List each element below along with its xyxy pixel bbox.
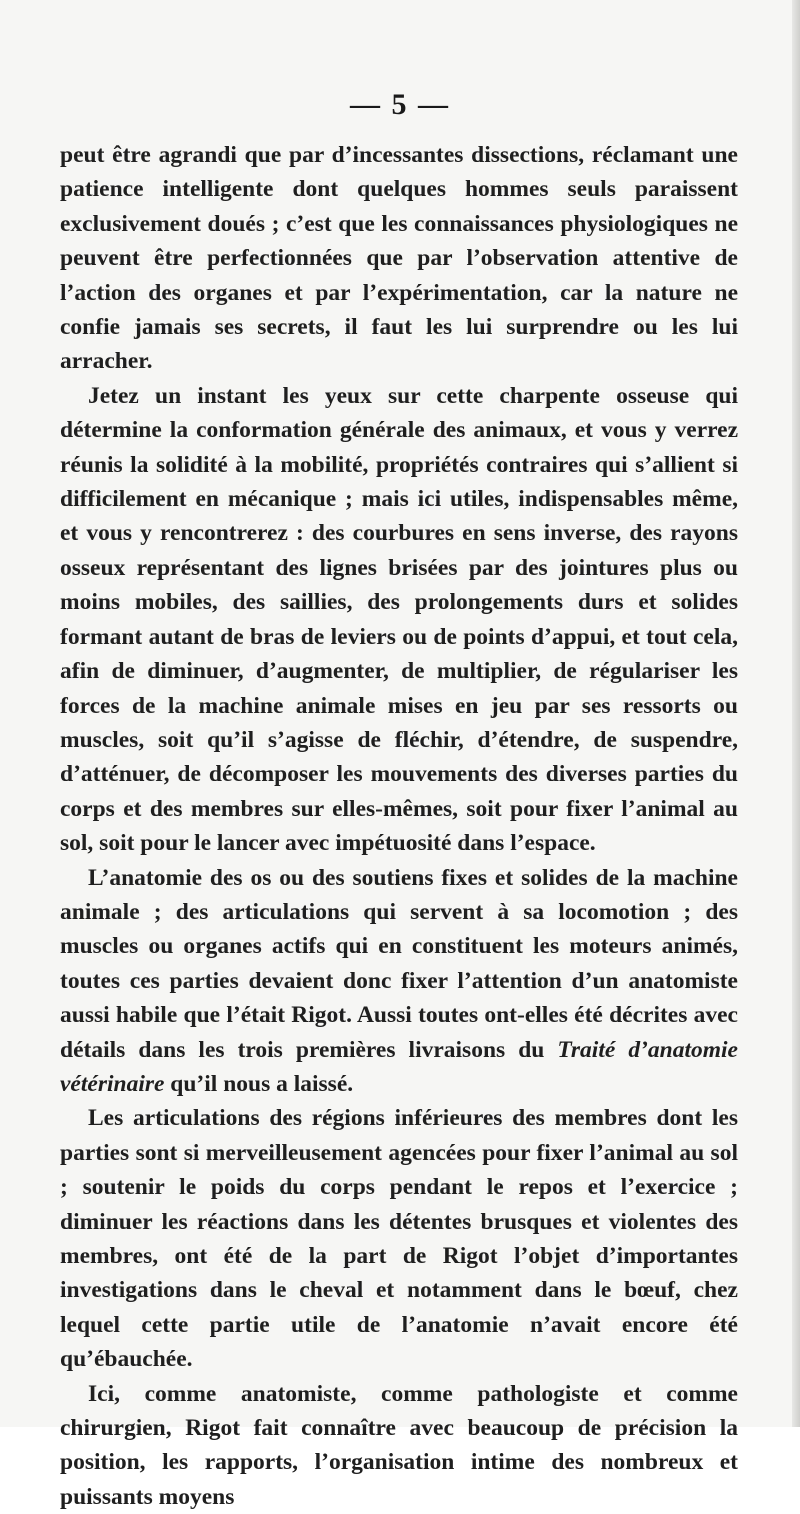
- paragraph-4: Les articulations des régions inférieures des membres dont les parties sont si merveilleusement agencées pour fixer l’animal au sol ; soutenir le poids du corps pendant le repos et l’exercice ; diminuer les réactions dans les détentes brusques et violentes des membres, ont été de la part de Rigot l’objet d’importantes investigations dans le cheval et notamment dans le bœuf, chez lequel cette partie utile de l’anatomie n’avait encore été qu’ébauchée.: [60, 1105, 738, 1373]
- paragraph-1: peut être agrandi que par d’incessantes dissections, réclamant une patience intelligente dont quelques hommes seuls paraissent exclusivement doués ; c’est que les connaissances physiologiques ne peuvent être perfectionnées que par l’observation attentive de l’action des organes et par l’expérimentation, car la nature ne confie jamais ses secrets, il faut les lui surprendre ou les lui arracher.: [60, 142, 738, 375]
- paragraph-3-text-after: qu’il nous a laissé.: [164, 1070, 354, 1097]
- body-text: [60, 138, 738, 1514]
- page-number: — 5 —: [350, 88, 450, 121]
- book-title-italic: Traité d’anatomie vétérinaire: [60, 1036, 738, 1097]
- paragraph-5: Ici, comme anatomiste, comme pathologiste et comme chirurgien, Rigot fait connaître avec beaucoup de précision la position, les rapports, l’organisation intime des nombreux et puissants moyens: [60, 1380, 738, 1510]
- paragraph-3: [60, 861, 738, 1102]
- paragraph-2: Jetez un instant les yeux sur cette charpente osseuse qui détermine la conformation générale des animaux, et vous y verrez réunis la solidité à la mobilité, propriétés contraires qui s’allient si difficilement en mécanique ; mais ici utiles, indispensables même, et vous y rencontrerez : des courbures en sens inverse, des rayons osseux représentant des lignes brisées par des jointures plus ou moins mobiles, des saillies, des prolongements durs et solides formant autant de bras de leviers ou de points d’appui, et tout cela, afin de diminuer, d’augmenter, de multiplier, de régulariser les forces de la machine animale mises en jeu par ses ressorts ou muscles, soit qu’il s’agisse de fléchir, d’étendre, de suspendre, d’atténuer, de décomposer les mouvements des diverses parties du corps et des membres sur elles-mêmes, soit pour fixer l’animal au sol, soit pour le lancer avec impétuosité dans l’espace.: [60, 382, 738, 857]
- paragraph-3-text-before: L’anatomie des os ou des soutiens fixes et solides de la machine animale ; des articulations qui servent à sa locomotion ; des muscles ou organes actifs qui en constituent les moteurs animés, toutes ces parties devaient donc fixer l’attention d’un anatomiste aussi habile que l’était Rigot. Aussi toutes ont-elles été décrites avec détails dans les trois premières livraisons du: [60, 864, 738, 1063]
